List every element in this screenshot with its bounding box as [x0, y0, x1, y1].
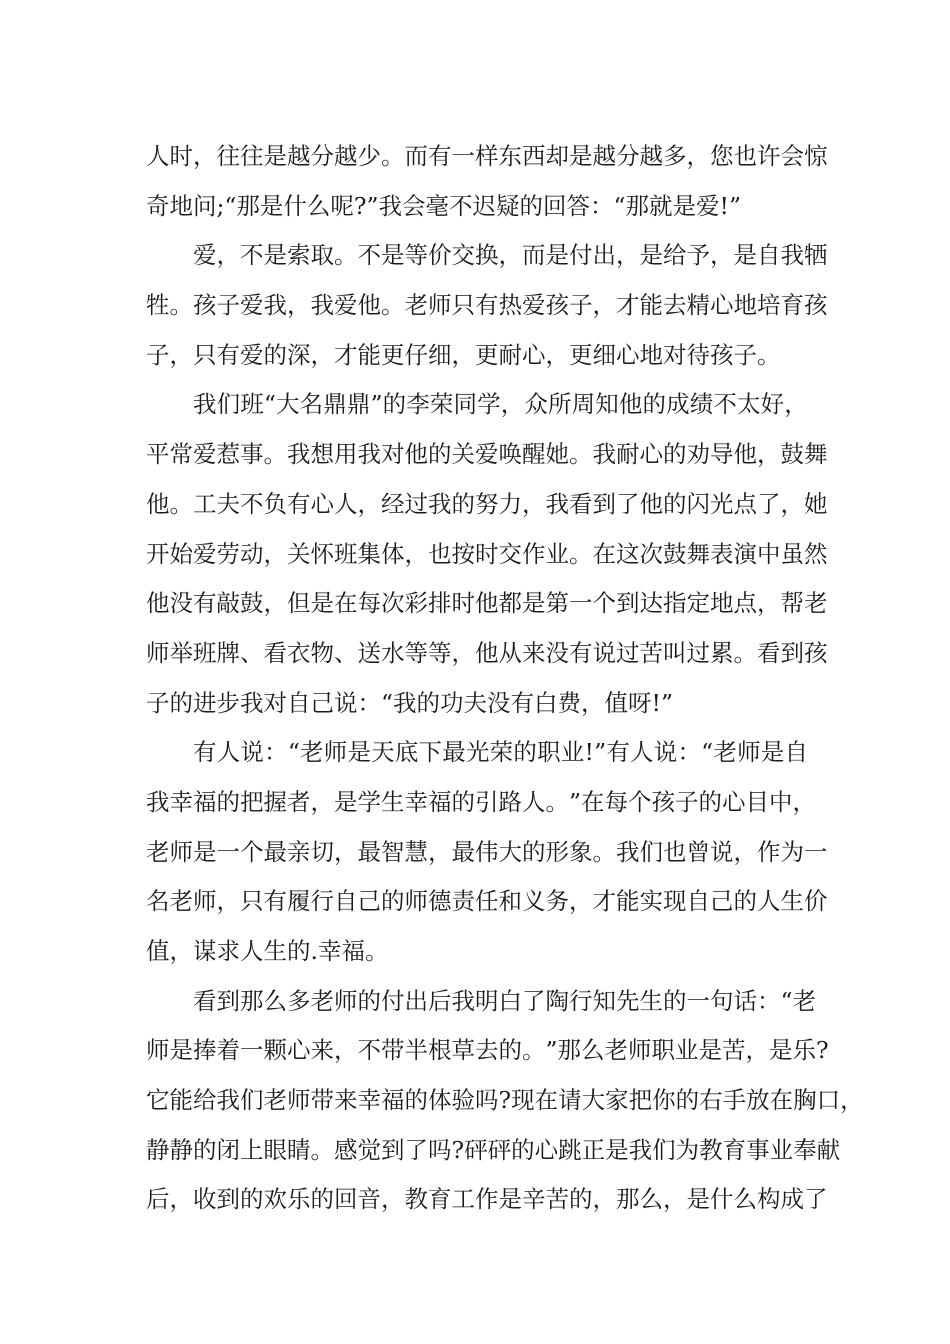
text-line: 后 ， 收 到 的 欢 乐 的 回 音 ， 教 育 工 作 是 辛 苦 的 ， 那 么 ， 是 什 么 构 成 了	[146, 1185, 828, 1214]
text-line: 它 能 给 我 们 老 师 带 来 幸 福 的 体 验 吗 ? 现 在 请 大 家 把 你 的 右 手 放 在 胸 口 ，	[146, 1086, 864, 1115]
text-line: 他 没 有 敲 鼓 ， 但 是 在 每 次 彩 排 时 他 都 是 第 一 个 到 达 指 定 地 点 ， 帮 老	[146, 589, 828, 618]
text-line: 平 常 爱 惹 事 。 我 想 用 我 对 他 的 关 爱 唤 醒 她 。 我 耐 心 的 劝 导 他 ， 鼓 舞	[146, 440, 828, 469]
text-line-content: 值，谋求人生的.幸福。	[146, 937, 389, 965]
text-line: 开 始 爱 劳 动 ， 关 怀 班 集 体 ， 也 按 时 交 作 业 。 在 这 次 鼓 舞 表 演 中 虽 然	[146, 539, 828, 568]
text-line-content: 子，只有爱的深，才能更仔细，更耐心，更细心地对待孩子。	[146, 340, 781, 369]
text-line-content: 子的进步我对自己说：“我的功夫没有白费，值呀!”	[146, 688, 673, 717]
text-line: 他 。 工 夫 不 负 有 心 人 ， 经 过 我 的 努 力 ， 我 看 到 了 他 的 闪 光 点 了 ， 她	[146, 489, 828, 518]
text-line: 静 静 的 闭 上 眼 睛 。 感 觉 到 了 吗 ? 砰 砰 的 心 跳 正 是 我 们 为 教 育 事 业 奉 献	[146, 1135, 841, 1164]
text-line: 我 幸 福 的 把 握 者 ， 是 学 生 幸 福 的 引 路 人 。 ” 在 每 个 孩 子 的 心 目 中 ，	[146, 787, 817, 816]
text-line: 老 师 是 一 个 最 亲 切 ， 最 智 慧 ， 最 伟 大 的 形 象 。 我 们 也 曾 说 ， 作 为 一	[146, 837, 828, 866]
text-line	[146, 182, 808, 232]
text-line: 师 是 捧 着 一 颗 心 来 ， 不 带 半 根 草 去 的 。 ” 那 么 老 师 职 业 是 苦 ， 是 乐 ?	[146, 1036, 829, 1065]
text-line	[146, 927, 808, 977]
text-line	[146, 679, 808, 729]
document-body	[146, 132, 864, 1225]
text-line-content: 奇地问;“那是什么呢?”我会毫不迟疑的回答：“那就是爱!”	[146, 191, 742, 220]
text-line: 我 们 班 “ 大 名 鼎 鼎 ” 的 李 荣 同 学 ， 众 所 周 知 他 的 成 绩 不 太 好 ，	[193, 390, 808, 419]
text-line: 有 人 说 ： “ 老 师 是 天 底 下 最 光 荣 的 职 业 ! ” 有 人 说 ： “ 老 师 是 自	[193, 738, 808, 767]
text-line: 看 到 那 么 多 老 师 的 付 出 后 我 明 白 了 陶 行 知 先 生 的 一 句 话 ： “ 老	[193, 986, 817, 1015]
text-line	[146, 331, 808, 381]
text-line: 人 时 ， 往 往 是 越 分 越 少 。 而 有 一 样 东 西 却 是 越 分 越 多 ， 您 也 许 会 惊	[146, 142, 828, 170]
text-line: 牲 。 孩 子 爱 我 ， 我 爱 他 。 老 师 只 有 热 爱 孩 子 ， 才 能 去 精 心 地 培 育 孩	[146, 291, 828, 320]
text-line: 师 举 班 牌 、 看 衣 物 、 送 水 等 等 ， 他 从 来 没 有 说 过 苦 叫 过 累 。 看 到 孩	[146, 638, 828, 667]
text-line: 名 老 师 ， 只 有 履 行 自 己 的 师 德 责 任 和 义 务 ， 才 能 实 现 自 己 的 人 生 价	[146, 887, 828, 916]
text-line: 爱 ， 不 是 索 取 。 不 是 等 价 交 换 ， 而 是 付 出 ， 是 给 予 ， 是 自 我 牺	[193, 241, 828, 270]
